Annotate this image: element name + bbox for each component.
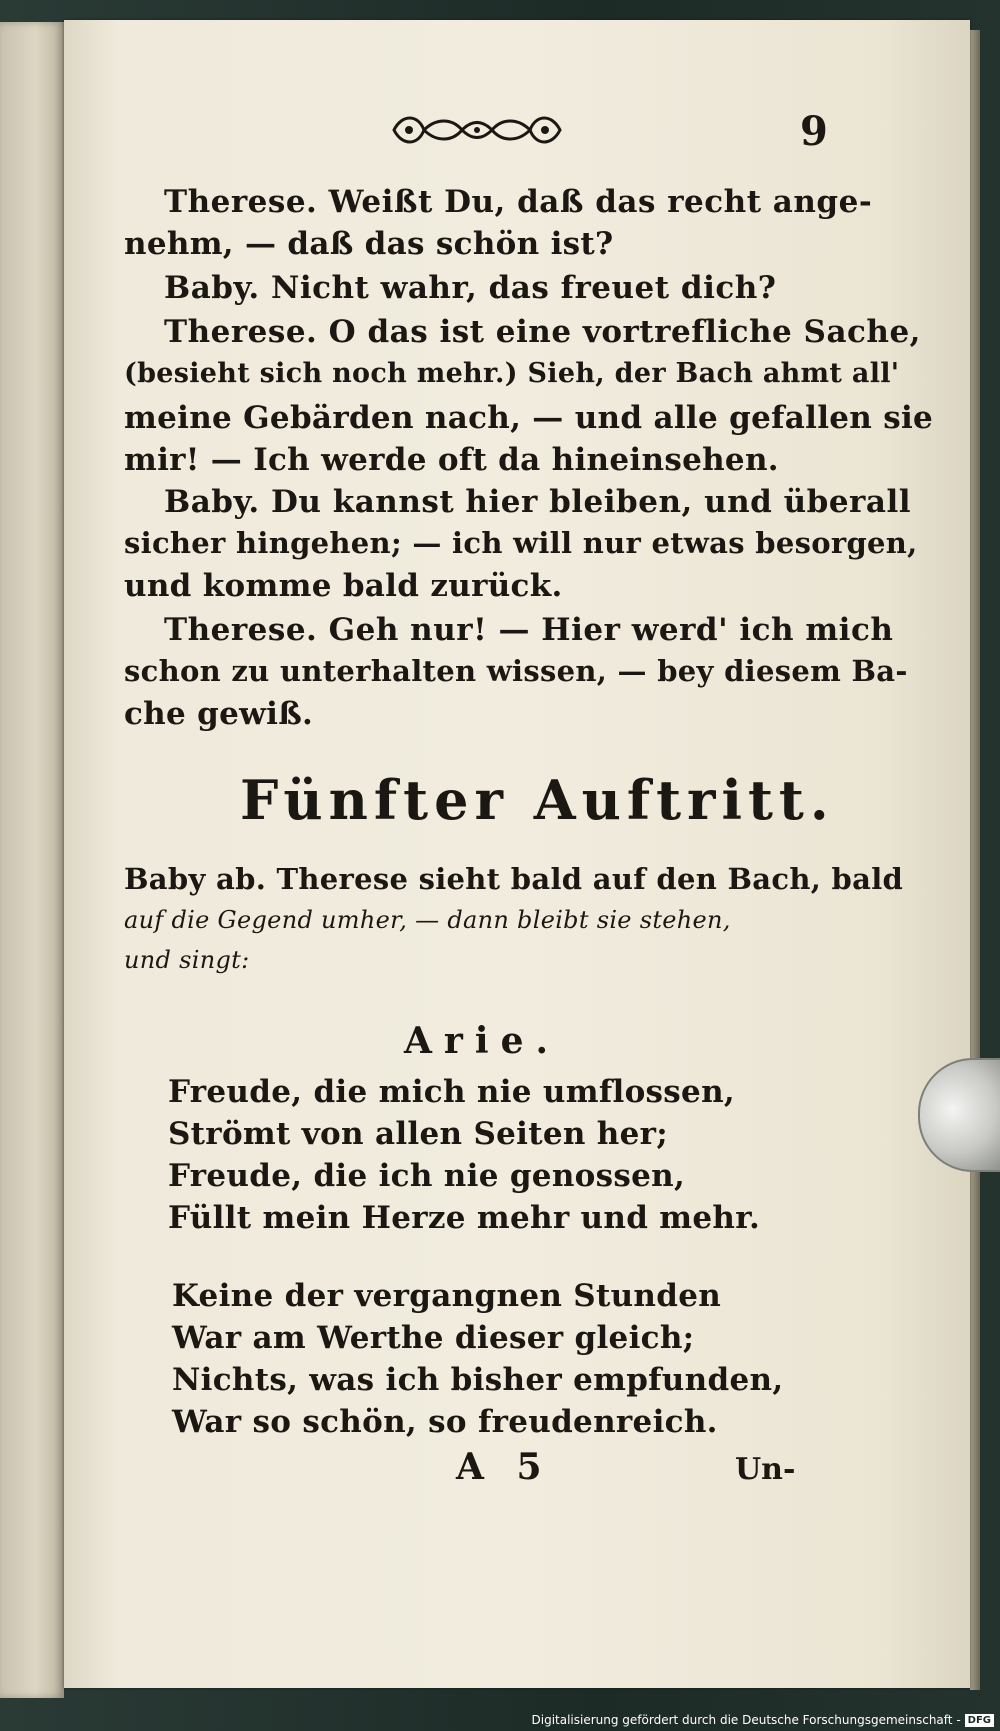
- text-line: schon zu unterhalten wissen, — bey diesem Ba-: [124, 654, 908, 688]
- verse-line: Füllt mein Herze mehr und mehr.: [168, 1200, 761, 1236]
- text-line: mir! — Ich werde oft da hineinsehen.: [124, 442, 779, 478]
- text-line: und komme bald zurück.: [124, 568, 563, 604]
- text-line: (besieht sich noch mehr.) Sieh, der Bach ahmt all': [124, 358, 900, 389]
- text-line: Therese. Geh nur! — Hier werd' ich mich: [164, 612, 894, 648]
- text-line: Baby. Nicht wahr, das freuet dich?: [164, 270, 777, 306]
- text-line: meine Gebärden nach, — und alle gefallen sie: [124, 400, 934, 436]
- text-line: Baby. Du kannst hier bleiben, und überall: [164, 484, 912, 520]
- text-line: che gewiß.: [124, 696, 314, 732]
- verse-line: Keine der vergangnen Stunden: [172, 1278, 722, 1314]
- stage-direction-line: Baby ab. Therese sieht bald auf den Bach, bald: [124, 862, 904, 896]
- aria-title: Arie.: [404, 1020, 561, 1062]
- text-line: Therese. Weißt Du, daß das recht ange-: [164, 184, 873, 220]
- verse-line: Nichts, was ich bisher empfunden,: [172, 1362, 784, 1398]
- verse-line: Freude, die ich nie genossen,: [168, 1158, 686, 1194]
- page-fore-edge: [970, 30, 980, 1690]
- scene-heading: Fünfter Auftritt.: [240, 768, 835, 832]
- facing-page-edge: [0, 22, 64, 1698]
- ornament-icon: [388, 108, 566, 152]
- dfg-logo: DFG: [965, 1714, 994, 1727]
- digitization-credit: [532, 1713, 995, 1727]
- verse-line: Freude, die mich nie umflossen,: [168, 1074, 736, 1110]
- page-number: 9: [800, 108, 828, 155]
- text-line: nehm, — daß das schön ist?: [124, 226, 614, 262]
- catchword: Un-: [735, 1452, 796, 1487]
- verse-line: Strömt von allen Seiten her;: [168, 1116, 669, 1152]
- stage-direction-line: und singt:: [124, 946, 250, 974]
- stage-direction-line: auf die Gegend umher, — dann bleibt sie stehen,: [124, 906, 731, 934]
- signature-mark: A 5: [456, 1446, 552, 1488]
- credit-text: Digitalisierung gefördert durch die Deutsche Forschungsgemeinschaft -: [531, 1713, 961, 1727]
- verse-line: War so schön, so freudenreich.: [172, 1404, 718, 1440]
- text-line: sicher hingehen; — ich will nur etwas besorgen,: [124, 526, 918, 560]
- text-line: Therese. O das ist eine vortrefliche Sache,: [164, 314, 921, 350]
- verse-line: War am Werthe dieser gleich;: [172, 1320, 695, 1356]
